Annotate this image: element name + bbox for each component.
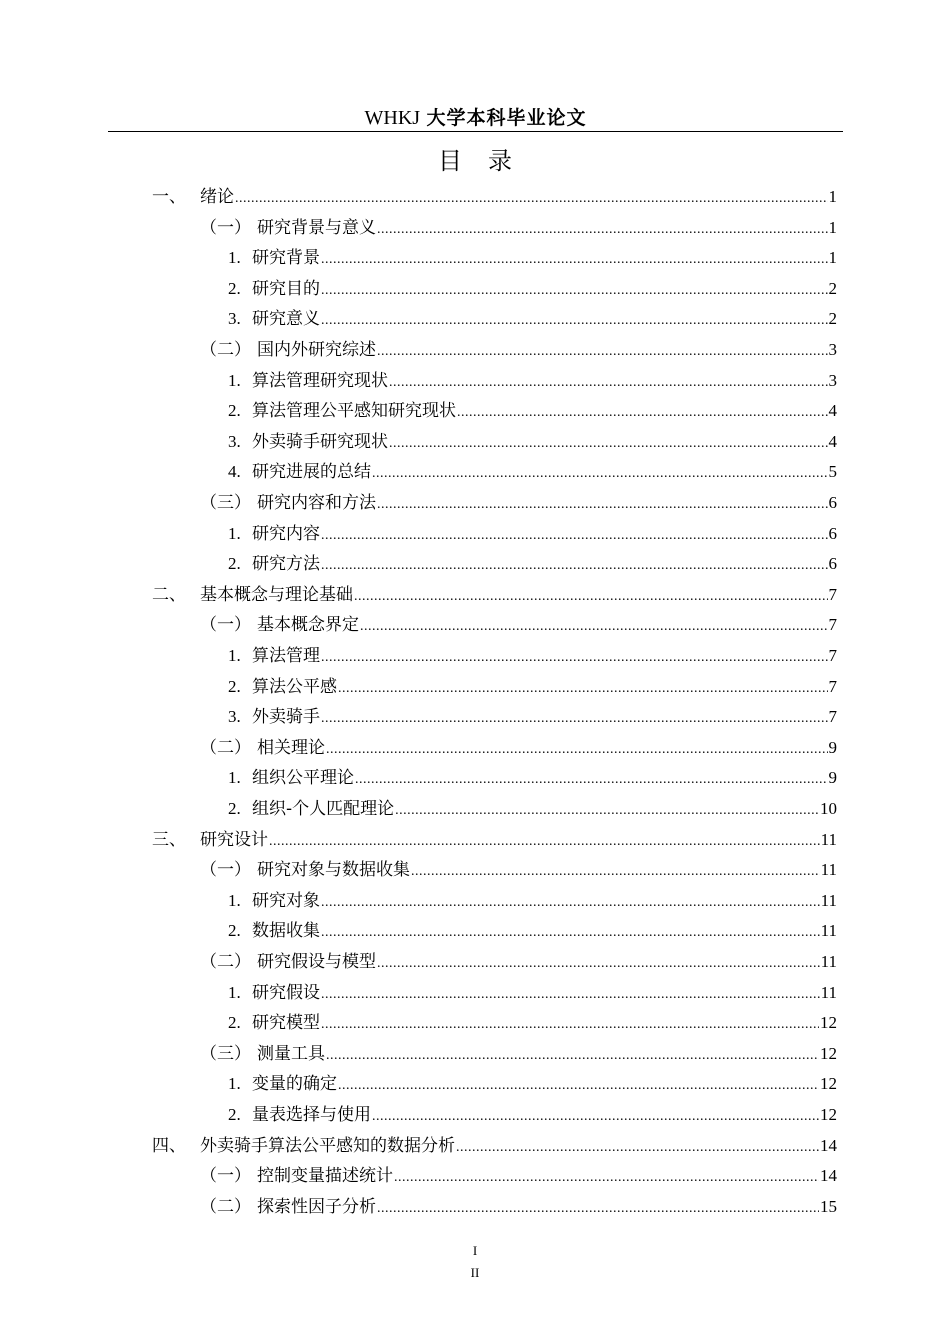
toc-dot-leader [321, 245, 828, 275]
toc-entry[interactable] [228, 1069, 837, 1099]
toc-entry-title: 绪论 [200, 187, 234, 207]
toc-dot-leader [372, 459, 828, 489]
toc-entry[interactable] [200, 610, 837, 640]
toc-entry-page: 5 [828, 462, 837, 482]
toc-entry[interactable] [228, 243, 837, 273]
toc-entry-title: 外卖骑手研究现状 [252, 431, 388, 452]
toc-entry-title: 算法管理公平感知研究现状 [252, 401, 456, 422]
toc-entry-page: 7 [828, 676, 837, 696]
toc-dot-leader [338, 674, 828, 704]
toc-entry-title: 研究背景 [252, 248, 320, 269]
toc-dot-leader [321, 306, 828, 336]
toc-dot-leader [389, 368, 828, 398]
toc-entry-number: 3. [228, 431, 241, 451]
toc-entry-title: 算法公平感 [252, 676, 337, 697]
toc-entry[interactable] [152, 825, 837, 855]
toc-dot-leader [235, 184, 828, 214]
toc-dot-leader [321, 1010, 819, 1040]
toc-entry-page: 10 [820, 799, 837, 818]
toc-dot-leader [321, 918, 820, 948]
toc-entry-page: 2 [828, 278, 837, 298]
toc-entry[interactable] [228, 794, 837, 824]
toc-entry-number: 2. [228, 676, 241, 696]
toc-entry-page: 1 [828, 248, 837, 268]
toc-entry-title: 外卖骑手算法公平感知的数据分析 [200, 1135, 455, 1156]
toc-entry-number: 2. [228, 1105, 241, 1124]
toc-entry[interactable] [200, 488, 837, 518]
page-number-secondary: II [470, 1265, 480, 1280]
toc-entry[interactable] [200, 1192, 837, 1222]
toc-entry-title: 测量工具 [257, 1043, 325, 1064]
toc-entry-page: 12 [820, 1043, 837, 1063]
toc-entry-number: （一） [200, 615, 251, 636]
toc-entry-number: 1. [228, 768, 241, 788]
toc-dot-leader [321, 704, 828, 734]
toc-dot-leader [377, 337, 828, 367]
toc-entry-title: 研究意义 [252, 309, 320, 330]
toc-entry-title: 基本概念界定 [257, 615, 359, 636]
toc-entry[interactable] [152, 1131, 837, 1161]
header-thesis-label: 大学本科毕业论文 [426, 107, 587, 129]
toc-entry-title: 研究模型 [252, 1013, 320, 1034]
toc-entry-number: （二） [200, 1196, 251, 1217]
toc-entry-page: 6 [828, 493, 837, 512]
toc-entry-page: 14 [820, 1135, 837, 1155]
toc-entry[interactable] [228, 886, 837, 916]
toc-entry-number: （一） [200, 860, 251, 881]
toc-entry-number: 三、 [152, 829, 186, 850]
toc-dot-leader [395, 796, 819, 826]
toc-entry-page: 7 [828, 584, 837, 604]
toc-entry-title: 数据收集 [252, 921, 320, 942]
toc-entry-title: 外卖骑手 [252, 707, 320, 728]
toc-dot-leader [321, 551, 828, 581]
toc-entry-number: （一） [200, 217, 251, 238]
toc-entry-title: 研究内容和方法 [257, 493, 376, 513]
toc-entry[interactable] [228, 549, 837, 579]
toc-dot-leader [321, 276, 828, 306]
toc-entry-title: 研究假设 [252, 982, 320, 1003]
toc-dot-leader [411, 857, 820, 887]
toc-dot-leader [389, 429, 828, 459]
toc-entry-title: 研究假设与模型 [257, 952, 376, 972]
toc-entry-title: 研究进展的总结 [252, 462, 371, 483]
toc-entry-title: 控制变量描述统计 [257, 1166, 393, 1187]
toc-entry-number: 1. [228, 523, 241, 543]
toc-entry-title: 变量的确定 [252, 1074, 337, 1095]
toc-dot-leader [456, 1133, 819, 1163]
toc-entry[interactable] [200, 335, 837, 365]
toc-entry-page: 1 [828, 217, 837, 237]
toc-entry-page: 9 [828, 768, 837, 788]
toc-entry-title: 研究方法 [252, 554, 320, 575]
toc-dot-leader [394, 1163, 819, 1193]
header-university-code: WHKJ [364, 107, 421, 129]
toc-entry-title: 组织公平理论 [252, 768, 354, 789]
toc-entry[interactable] [200, 1161, 837, 1191]
toc-entry-number: 2. [228, 554, 241, 574]
toc-entry-page: 3 [828, 370, 837, 390]
toc-entry-page: 12 [820, 1013, 837, 1033]
toc-entry-number: 一、 [152, 187, 186, 207]
toc-dot-leader [321, 980, 820, 1010]
toc-entry[interactable] [228, 978, 837, 1008]
toc-entry-number: 2. [228, 1013, 241, 1033]
toc-entry-number: 4. [228, 462, 241, 482]
toc-dot-leader [377, 949, 820, 979]
toc-entry-page: 11 [820, 829, 837, 849]
toc-entry-number: 1. [228, 982, 241, 1002]
toc-entry-page: 15 [820, 1196, 837, 1216]
toc-entry-page: 7 [828, 707, 837, 727]
toc-entry-title: 国内外研究综述 [257, 340, 376, 360]
toc-dot-leader [354, 582, 828, 612]
toc-entry-number: （一） [200, 1166, 251, 1187]
toc-entry[interactable] [228, 1100, 837, 1130]
toc-entry-title: 基本概念与理论基础 [200, 584, 353, 605]
toc-entry-page: 6 [828, 523, 837, 543]
toc-entry-page: 7 [828, 615, 837, 635]
toc-entry[interactable] [228, 427, 837, 457]
toc-dot-leader [326, 1041, 819, 1071]
toc-entry-number: （二） [200, 340, 251, 360]
toc-entry-number: 二、 [152, 584, 186, 605]
toc-entry-number: （二） [200, 737, 251, 758]
toc-entry-page: 14 [820, 1166, 837, 1186]
toc-entry[interactable] [228, 396, 837, 426]
toc-entry-number: （三） [200, 1043, 251, 1064]
toc-entry-page: 1 [828, 187, 837, 206]
toc-entry[interactable] [200, 947, 837, 977]
toc-dot-leader [321, 888, 820, 918]
toc-dot-leader [355, 765, 828, 795]
toc-entry-number: 四、 [152, 1135, 186, 1156]
toc-entry[interactable] [228, 366, 837, 396]
toc-entry-page: 12 [820, 1074, 837, 1094]
toc-entry-page: 11 [820, 890, 837, 910]
toc-entry[interactable] [200, 1039, 837, 1069]
toc-entry-number: 2. [228, 278, 241, 298]
toc-entry-page: 11 [820, 921, 837, 941]
toc-entry-title: 组织-个人匹配理论 [252, 799, 395, 819]
toc-dot-leader [377, 1194, 819, 1224]
toc-entry-number: （三） [200, 493, 251, 513]
page-number-primary: I [472, 1243, 478, 1258]
toc-entry[interactable] [228, 702, 837, 732]
toc-entry-title: 研究对象 [252, 890, 320, 911]
toc-entry-page: 3 [828, 340, 837, 359]
toc-entry[interactable] [152, 580, 837, 610]
toc-entry-page: 6 [828, 554, 837, 574]
toc-entry[interactable] [228, 641, 837, 671]
toc-entry-number: 1. [228, 890, 241, 910]
toc-entry-title: 相关理论 [257, 737, 325, 758]
toc-entry[interactable] [152, 182, 837, 212]
toc-dot-leader [457, 398, 828, 428]
toc-entry[interactable] [200, 213, 837, 243]
toc-entry-page: 11 [820, 952, 837, 971]
toc-entry-title: 研究背景与意义 [257, 217, 376, 238]
toc-entry-title: 研究对象与数据收集 [257, 860, 410, 881]
toc-dot-leader [360, 612, 828, 642]
toc-entry-title: 研究目的 [252, 278, 320, 299]
toc-entry-title: 研究内容 [252, 523, 320, 544]
toc-entry-page: 4 [828, 431, 837, 451]
toc-entry-number: 3. [228, 707, 241, 727]
toc-dot-leader [377, 490, 828, 520]
toc-entry-title: 探索性因子分析 [257, 1196, 376, 1217]
toc-entry-number: 1. [228, 1074, 241, 1094]
toc-entry-number: 2. [228, 921, 241, 941]
toc-entry-page: 7 [828, 646, 837, 665]
toc-entry-number: 2. [228, 401, 241, 421]
toc-dot-leader [338, 1071, 819, 1101]
toc-entry-number: （二） [200, 952, 251, 972]
toc-entry-page: 12 [820, 1105, 837, 1124]
toc-entry-number: 1. [228, 370, 241, 390]
toc-entry-number: 1. [228, 248, 241, 268]
toc-entry[interactable] [228, 672, 837, 702]
toc-entry[interactable] [200, 733, 837, 763]
toc-entry-number: 2. [228, 799, 241, 818]
toc-dot-leader [321, 643, 828, 673]
toc-dot-leader [269, 827, 820, 857]
toc-entry-number: 1. [228, 646, 241, 665]
toc-entry-page: 4 [828, 401, 837, 421]
toc-entry-page: 11 [820, 860, 837, 880]
toc-entry[interactable] [200, 855, 837, 885]
toc-title: 目录 [438, 147, 538, 175]
toc-entry-title: 算法管理 [252, 646, 320, 666]
toc-entry[interactable] [228, 519, 837, 549]
toc-entry[interactable] [228, 763, 837, 793]
toc-entry[interactable] [228, 457, 837, 487]
toc-entry[interactable] [228, 1008, 837, 1038]
toc-entry-page: 2 [828, 309, 837, 329]
toc-dot-leader [326, 735, 828, 765]
toc-entry-page: 9 [828, 737, 837, 757]
toc-entry-number: 3. [228, 309, 241, 329]
toc-entry[interactable] [228, 274, 837, 304]
toc-entry[interactable] [228, 304, 837, 334]
toc-entry[interactable] [228, 916, 837, 946]
toc-entry-title: 算法管理研究现状 [252, 370, 388, 391]
toc-entry-page: 11 [820, 982, 837, 1002]
toc-dot-leader [321, 521, 828, 551]
toc-dot-leader [372, 1102, 819, 1132]
toc-entry-title: 量表选择与使用 [252, 1105, 371, 1125]
toc-dot-leader [377, 215, 828, 245]
toc-entry-title: 研究设计 [200, 829, 268, 850]
